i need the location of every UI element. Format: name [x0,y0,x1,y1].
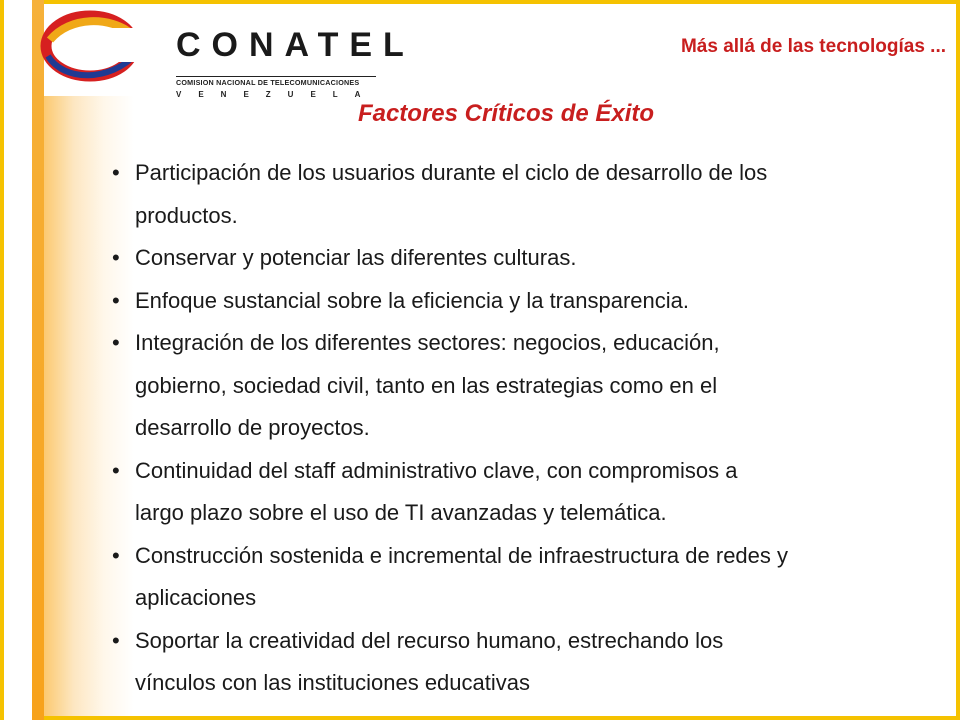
bullet-dot-icon: • [112,330,120,355]
bullet-item [112,450,942,535]
logo-rule [176,76,376,77]
bullet-item [112,322,942,450]
bullet-first-line [112,620,942,663]
bullet-text: Construcción sostenida e incremental de infraestructura de redes y [135,542,789,568]
logo-country: VENEZUELA [176,90,378,99]
bullet-dot-icon: • [112,245,120,270]
bullet-first-line [112,237,942,280]
bullet-dot-icon: • [112,627,120,653]
bullet-item [112,280,942,323]
bullet-item [112,620,942,705]
bullet-list [112,152,942,705]
bullet-item [112,535,942,620]
bullet-first-line [112,152,942,195]
bullet-dot-icon: • [112,160,120,185]
tagline: Más allá de las tecnologías ... [680,36,946,57]
bullet-continuation-line: vínculos con las instituciones educativas [135,670,530,695]
bullet-continuation-line: largo plazo sobre el uso de TI avanzadas y telemática. [135,500,667,525]
bullet-continuation-line: aplicaciones [135,585,257,610]
bullet-continuation-line: productos. [135,202,238,228]
bullet-text: Participación de los usuarios durante el ciclo de desarrollo de los [135,160,768,185]
bullet-text: Soportar la creatividad del recurso humano, estrechando los [135,627,724,653]
bullet-dot-icon: • [112,457,120,483]
bullet-first-line [112,535,942,578]
bullet-text: Enfoque sustancial sobre la eficiencia y la transparencia. [135,287,689,313]
bullet-dot-icon: • [112,287,120,313]
bullet-text: Continuidad del staff administrativo clave, con compromisos a [135,457,738,483]
conatel-swoosh-icon [40,10,140,94]
logo-wordmark: CONATEL [176,26,415,64]
slide-title: Factores Críticos de Éxito [357,100,655,127]
bullet-continuation-line: gobierno, sociedad civil, tanto en las estrategias como en el [135,372,718,398]
logo-subtitle: COMISION NACIONAL DE TELECOMUNICACIONES [176,78,360,87]
bullet-item [112,237,942,280]
conatel-logo [40,10,415,99]
bullet-continuation-line: desarrollo de proyectos. [135,415,370,440]
bullet-first-line [112,450,942,493]
bullet-dot-icon: • [112,542,120,568]
bullet-first-line [112,280,942,323]
bullet-text: Conservar y potenciar las diferentes culturas. [135,245,577,270]
bullet-first-line [112,322,942,365]
bullet-item [112,152,942,237]
bullet-text: Integración de los diferentes sectores: negocios, educación, [135,330,720,355]
